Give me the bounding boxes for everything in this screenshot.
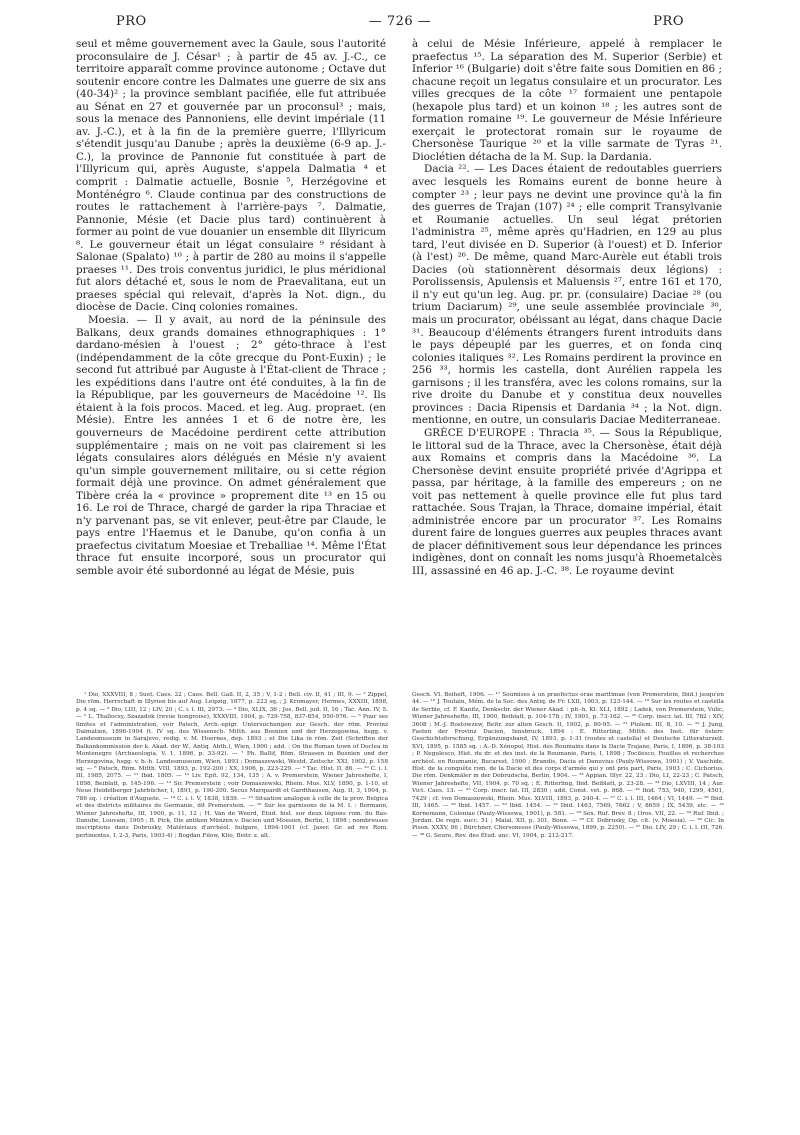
footnotes-right [412,692,724,840]
paragraph: Moesia. — Il y avait, au nord de la péninsule des Balkans, deux grands domaines ethnographiques : 1° dardano-mésien à l'ouest ; 2° géto-thrace à l'est (indépendamment de la côte grecque du Pont-Euxin) ; le second fut attribué par Auguste à l'État-client de Thrace ; les expéditions dans l'autre ont été conduites, à la fin de la République, par les gouverneurs de Macédoine ¹². Ils étaient à la fois procos. Maced. et leg. Aug. propraet. (en Mésie). Entre les années 1 et 6 de notre ère, les gouverneurs de Macédoine perdirent cette attribution supplémentaire ; mais on ne voit pas clairement si les légats consulaires alors délégués en Mésie n'y avaient qu'un simple gouvernement militaire, ou si cette région formait déjà une province. On admet généralement que Tibère créa la « province » proprement dite ¹³ en 15 ou 16. Le roi de Thrace, chargé de garder la ripa Thraciae et n'y parvenant pas, se vit enlever, peut-être par Claude, le pays entre l'Haemus et le Danube, qu'on confia à un praefectus civitatum Moesiae et Treballiae ¹⁴. Même l'État thrace fut ensuite incorporé, sous un procurator qui semble avoir été subordonné au légat de Mésie, puis [76,314,386,577]
header-left-keyword: PRO [116,14,147,29]
footnote-block: ¹ Dio, XXXVIII, 8 ; Suet. Caes. 22 ; Caes. Bell. Gall. II, 2, 35 ; V, 1-2 ; Bell. civ. II, 41 ; III, 9. — ² Zippel, Die röm. Herrschaft in Illyrien bis auf Aug. Leipzig, 1877, p. 223 sq. ; J. Kromayer, Hermes, XXXIII, 1898, p. 4 sq. — ³ Dio, LIII, 12 ; LIV, 20 ; C. i. l. III, 2973. — ⁴ Dio, XLIX, 36 ; Jos. Bell. jud. II, 16 ; Tac. Ann. IV, 5. — ⁵ L. Thallocsy, Szazadok (revue hongroise), XXXVIII, 1904, p. 729-758, 837-854, 950-976. — ⁶ Pour ses limites et l'administration, voir Patsch, Arch.-epigr. Untersuchungen zur Gesch. der röm. Provinz Dalmatien, 1896-1904 (t. IV sq. des Wissensch. Mitth. aus Bosnien und der Herzegowina, hsgg. v. Landesmuseum in Sarajevo, redig. v. M. Hoernes, dep. 1893 ; et Die Lika in röm. Zeit (Schriften der Balkankommission der k. Akad. der W., Antiq. Abth.), Wien, 1900 ; add. : On the Roman town of Doclea in Montenegro (Archaeologia, V, 1, 1896, p. 33-92). — ⁷ Ph. Ballif, Röm. Strassen in Bosnien und der Herzegovina, hsgg. v. b.-h. Landesmuseum, Wien, 1893 ; Domaszewski, Westd. Zeitschr. XXI, 1902, p. 158 sq. — ⁸ Patsch, Röm. Mitth. VIII, 1893, p. 192-200 ; XX, 1906, p. 223-229. — ⁹ Tac. Hist. II, 86. — ¹⁰ C. i. l. III, 1985, 2075. — ¹¹ Ibid. 1805. — ¹² Liv. Epit. 92, 134, 135 ; A. v. Premerstein, Wiener Jahreshefte, I, 1898, Beiblatt, p. 145-196. — ¹³ Sic Premerstein ; voir Domaszewski, Rhein. Mus. XLV, 1890, p. 1-10, et Neue Heidelberger Jahrbücher, I, 1891, p. 190-200. Secus Marquardt et Gardthausen, Aug. II, 3, 1904, p. 786 sq. : création d'Auguste. — ¹⁴ C. i. l. V, 1838, 1839. — ¹⁵ Situation analogue à celle de la prov. Belgica et des districts militaires de Germanie, dit Premerstein. — ¹⁶ Sur les garnisons de la M. I. : Bormann, Wiener Jahreshefte, III, 1900, p. 11, 12 ; H. Van de Weerd, Étud. hist. sur deux légions rom. du Bas-Danube, Louvain, 1905 ; B. Pick, Die antiken Münzen v. Dacien und Moesien, Berlin, I, 1898 ; nombreuses inscriptions dans Dobrusky, Matériaux d'archéol. bulgare, 1894-1901 (cf. Jaser. Gr. ad res Rom. pertinentes, I, 2-3, Paris, 1903-4) ; Bogdan Filow, Klio, Beitr. z. alt. [76,692,388,839]
page-number: — 726 — [368,14,432,29]
footnote-block: Gesch. VI. Beiheft, 1906. — ¹⁷ Soumises à un praefectus orae maritimae (von Premerstein, Ibid.) jusqu'en 44. — ¹⁸ J. Toutain, Mém. de la Soc. des Antiq. de Fr. LXII, 1903, p. 123-144. — ¹⁹ Sur les routes et castella de Serbie, cf. F. Kanitz, Denkschr. der Wiener Akad. : ph.-h. Kl. XLI, 1892 ; Ladek, von Premerstein, Vulic, Wiener Jahreshefte, III, 1900, Beiblatt, p. 104-178 ; IV, 1901, p. 73-162. — ²⁰ Corp. inscr. lat. III, 782 ; XIV, 3608 ; M.-J. Rostowzew, Beitr. zur alten Gesch. II, 1902, p. 80-95. — ²¹ Ptolem. III, 8, 10. — ²² J. Jung, Fasten der Provinz Dacien, Innsbruck, 1894 ; E. Ritterling, Mitth. des Inst. für österr. Geschichtsforschung, Ergänzungsband, IV, 1893, p. 1-31 (routes et castella) et Deutsche Litteraturzeit. XVI, 1895, p. 1585 sq. ; A.-D. Xénopol, Hist. des Roumains dans la Dacie Trajane, Paris, I, 1896, p. 38-103 ; P. Negulesco, Hist. du dr. et des inst. de la Roumanie, Paris, I, 1898 ; Tocilesco, Fouilles et recherches archéol. en Roumanie, Bucarest, 1900 ; Brandis, Dacia et Danuvius (Pauly-Wissowa, 1901) ; V. Vaschide, Hist. de la conquête rom. de la Dacie et des corps d'armée qui y ont pris part, Paris, 1903 ; C. Cichorius, Die röm. Denkmäler in der Dobrudscha, Berlin, 1904. — ²³ Appian. Illyr. 22, 23 ; Dio, LI, 22-23 ; C. Patsch, Wiener Jahreshefte, VII, 1904, p. 70 sq. ; E. Ritterling, Ibid. Beiblatt, p. 23-28. — ²⁴ Dio, LXVIII, 14 ; Aur. Vict. Caes. 13. — ²⁵ Corp. inscr. lat. III, 2830 ; add. Const. vet. p. 868. — ²⁶ Ibid. 753, 940, 1299, 4501, 7429 ; cf. von Domaszewski, Rhein. Mus. XLVIII, 1893, p. 240-4. — ²⁷ C. i. l. III, 1464 ; VI, 1449. — ²⁸ Ibid. III, 1465. — ²⁹ Ibid. 1457. — ³⁰ Ibid. 1454. — ³¹ Ibid. 1463, 7569, 7662 ; V, 8659 ; IX, 5439, etc. — ³² Kornemann, Coloniae (Pauly-Wissowa, 1901), p. 581. — ³³ Sex. Ruf. Brev. 8 ; Oros. VII, 22. — ³⁴ Ruf. Ibid. ; Jordan. De regn. succ. 51 ; Malal. XII, p. 301, Bonn. — ³⁵ Cf. Dobrusky, Op. cit. (v. Moesia). — ³⁶ Cic. In Pison. XXXV, 86 ; Bürchner, Chersonesos (Pauly-Wissowa, 1899, p. 2250). — ³⁷ Dio. LIV, 29 ; C. i. l. III, 726. — ³⁸ G. Seure, Rev. des Étud. anc. VI, 1904, p. 212-217. [412,692,724,839]
paragraph: à celui de Mésie Inférieure, appelé à remplacer le praefectus ¹⁵. La séparation des M. Superior (Serbie) et Inferior ¹⁶ (Bulgarie) doit s'être faite sous Domitien en 86 ; chacune reçoit un legatus consulaire et un procurator. Les villes grecques de la côte ¹⁷ formaient une pentapole (hexapole plus tard) et un koinon ¹⁸ ; les autres sont de formation romaine ¹⁹. Le gouverneur de Mésie Inférieure exerçait le protectorat romain sur le royaume de Chersonèse Taurique ²⁰ et la ville sarmate de Tyras ²¹. Dioclétien détacha de la M. Sup. la Dardania. [412,38,722,163]
paragraph: seul et même gouvernement avec la Gaule, sous l'autorité proconsulaire de J. César¹ ; à partir de 45 av. J.-C., ce territoire apparaît comme province autonome ; Octave dut soutenir encore contre les Dalmates une guerre de six ans (40-34)² ; la province semblant pacifiée, elle fut attribuée au Sénat en 27 et gouvernée par un proconsul³ ; mais, sous la menace des Pannoniens, elle devint impériale (11 av. J.-C.), et à la fin de la première guerre, l'Illyricum s'étendit jusqu'au Danube ; après la deuxième (6-9 ap. J.-C.), la province de Pannonie fut constituée à part de l'Illyricum qui, après Auguste, s'appela Dalmatia ⁴ et comprit : Dalmatie actuelle, Bosnie ⁵, Herzégovine et Monténégro ⁶. Claude continua par des constructions de routes le rattachement à l'arrière-pays ⁷. Dalmatie, Pannonie, Mésie (et Dacie plus tard) continuèrent à former au point de vue douanier un ensemble dit Illyricum ⁸. Le gouverneur était un légat consulaire ⁹ résidant à Salonae (Spalato) ¹⁰ ; à partir de 280 au moins il s'appelle praeses ¹¹. Des trois conventus juridici, le plus méridional fut alors détaché et, sous le nom de Praevalitana, eut un praeses spécial qui relevait, d'après la Not. dign., du diocèse de Dacie. Cinq colonies romaines. [76,38,386,314]
paragraph: GRÈCE D'EUROPE : Thracia ³⁵. — Sous la République, le littoral sud de la Thrace, avec la Chersonèse, était déjà aux Romains et compris dans la Macédoine ³⁶. La Chersonèse devint ensuite propriété privée d'Agrippa et passa, par héritage, à la famille des empereurs ; on ne voit pas nettement à quelle province elle fut plus tard rattachée. Sous Trajan, la Thrace, domaine impérial, était administrée encore par un procurator ³⁷. Les Romains durent faire de longues guerres aux peuples thraces avant de placer définitivement sous leur dépendance les princes indigènes, dont on connaît les noms jusqu'à Rhoemetalcès III, assassiné en 46 ap. J.-C. ³⁸. Le royaume devint [412,426,722,577]
left-column [76,38,386,578]
paragraph: Dacia ²². — Les Daces étaient de redoutables guerriers avec lesquels les Romains eurent de bonne heure à compter ²³ ; leur pays ne devint une province qu'à la fin des guerres de Trajan (107) ²⁴ ; elle comprit Transylvanie et Roumanie actuelles. Un seul légat prétorien l'administra ²⁵, même après qu'Hadrien, en 129 au plus tard, l'eut divisée en D. Superior (à l'ouest) et D. Inferior (à l'est) ²⁶. De même, quand Marc-Aurèle eut établi trois Dacies (où stationnèrent désormais deux légions) : Porolissensis, Apulensis et Maluensis ²⁷, entre 161 et 170, il n'y eut qu'un leg. Aug. pr. pr. (consulaire) Daciae ²⁸ (ou trium Daciarum) ²⁹, une seule assemblée provinciale ³⁰, mais un procurator, obéissant au légat, dans chaque Dacie ³¹. Beaucoup d'éléments étrangers furent introduits dans le pays dépeuplé par les guerres, et on fonda cinq colonies italiques ³². Les Romains perdirent la province en 256 ³³, hormis les castella, dont Aurélien rappela les garnisons ; il les transféra, avec les colons romains, sur la rive droite du Danube et y constitua deux nouvelles provinces : Dacia Ripensis et Dardania ³⁴ ; la Not. dign. mentionne, en outre, un consularis Daciae Mediterraneae. [412,163,722,427]
header-right-keyword: PRO [653,14,684,29]
page-header [76,14,724,32]
footnotes-left [76,692,388,840]
right-column [412,38,722,578]
